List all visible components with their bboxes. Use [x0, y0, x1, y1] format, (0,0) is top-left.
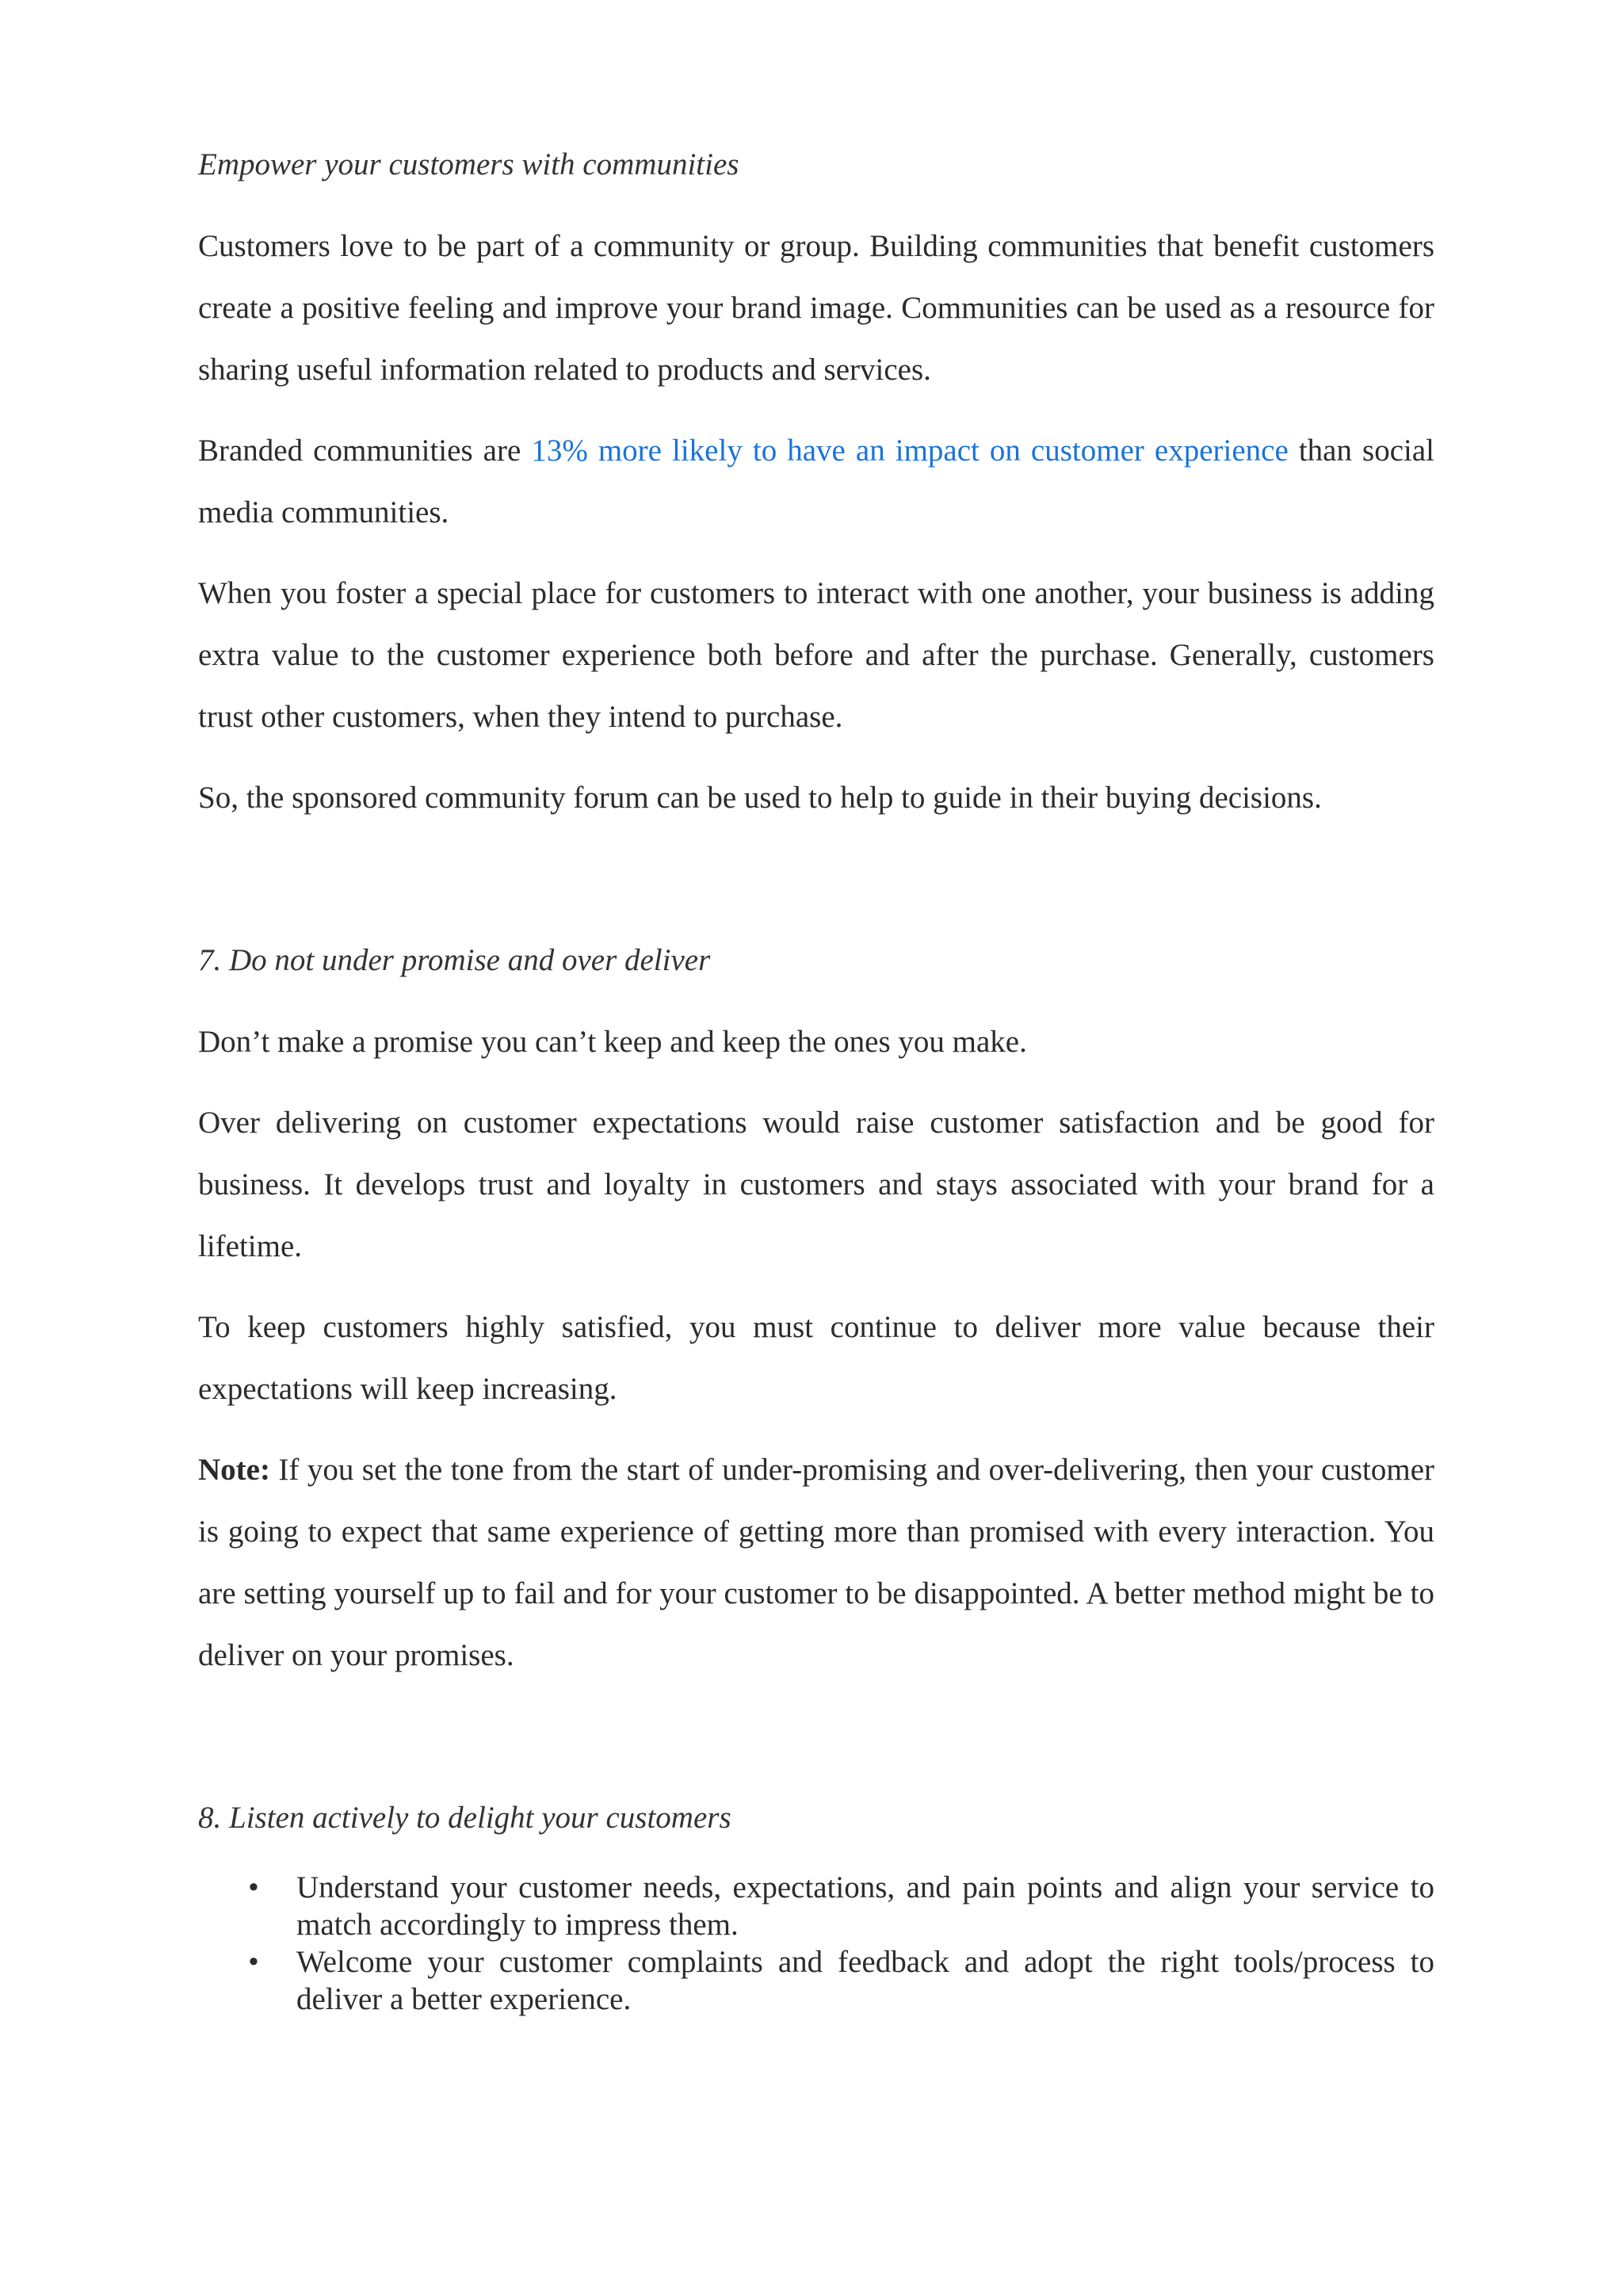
note-label: Note: — [198, 1453, 270, 1487]
list-item-text: Understand your customer needs, expectations, and pain points and align your service to match accordingly to impress them. — [296, 1870, 1434, 1942]
paragraph-note — [198, 1439, 1434, 1687]
list-item — [198, 1869, 1434, 1943]
section-heading-communities: Empower your customers with communities — [198, 147, 739, 181]
note-text: If you set the tone from the start of under-promising and over-delivering, then your customer is going to expect that same experience of getting more than promised with every interaction. You are setting yourself up to fail and for your customer to be disappointed. A better method might be to deliver on your promises. — [198, 1453, 1434, 1672]
paragraph-communities-intro: Customers love to be part of a community or group. Building communities that benefit customers create a positive feeling and improve your brand image. Communities can be used as a resource for sharing useful information related to products and services. — [198, 229, 1434, 387]
paragraph-keep-satisfied: To keep customers highly satisfied, you must continue to deliver more value because their expectations will keep increasing. — [198, 1310, 1434, 1406]
section-heading-under-promise: 7. Do not under promise and over deliver — [198, 943, 711, 977]
paragraph-foster-place: When you foster a special place for customers to interact with one another, your business is adding extra value to the customer experience both before and after the purchase. Generally, customers trust other customers, when they intend to purchase. — [198, 576, 1434, 734]
list-item — [198, 1943, 1434, 2018]
paragraph-text: Branded communities are — [198, 434, 532, 468]
paragraph-over-delivering: Over delivering on customer expectations would raise customer satisfaction and be good for business. It develops trust and loyalty in customers and stays associated with your brand for a lifetime. — [198, 1106, 1434, 1263]
document-page — [198, 143, 1434, 2018]
list-item-text: Welcome your customer complaints and feedback and adopt the right tools/process to deliver a better experience. — [296, 1945, 1434, 2016]
section-heading-listen-actively: 8. Listen actively to delight your customers — [198, 1801, 731, 1835]
paragraph-text: than social media communities. — [198, 434, 1434, 529]
statistic-link[interactable]: 13% more likely to have an impact on customer experience — [531, 434, 1289, 468]
paragraph-branded-communities — [198, 420, 1434, 544]
bullet-list — [198, 1869, 1434, 2018]
bullet-icon: • — [248, 1945, 259, 1979]
bullet-icon: • — [248, 1870, 259, 1904]
paragraph-sponsored-forum: So, the sponsored community forum can be used to help to guide in their buying decisions. — [198, 781, 1322, 815]
paragraph-dont-promise: Don’t make a promise you can’t keep and keep the ones you make. — [198, 1025, 1027, 1059]
